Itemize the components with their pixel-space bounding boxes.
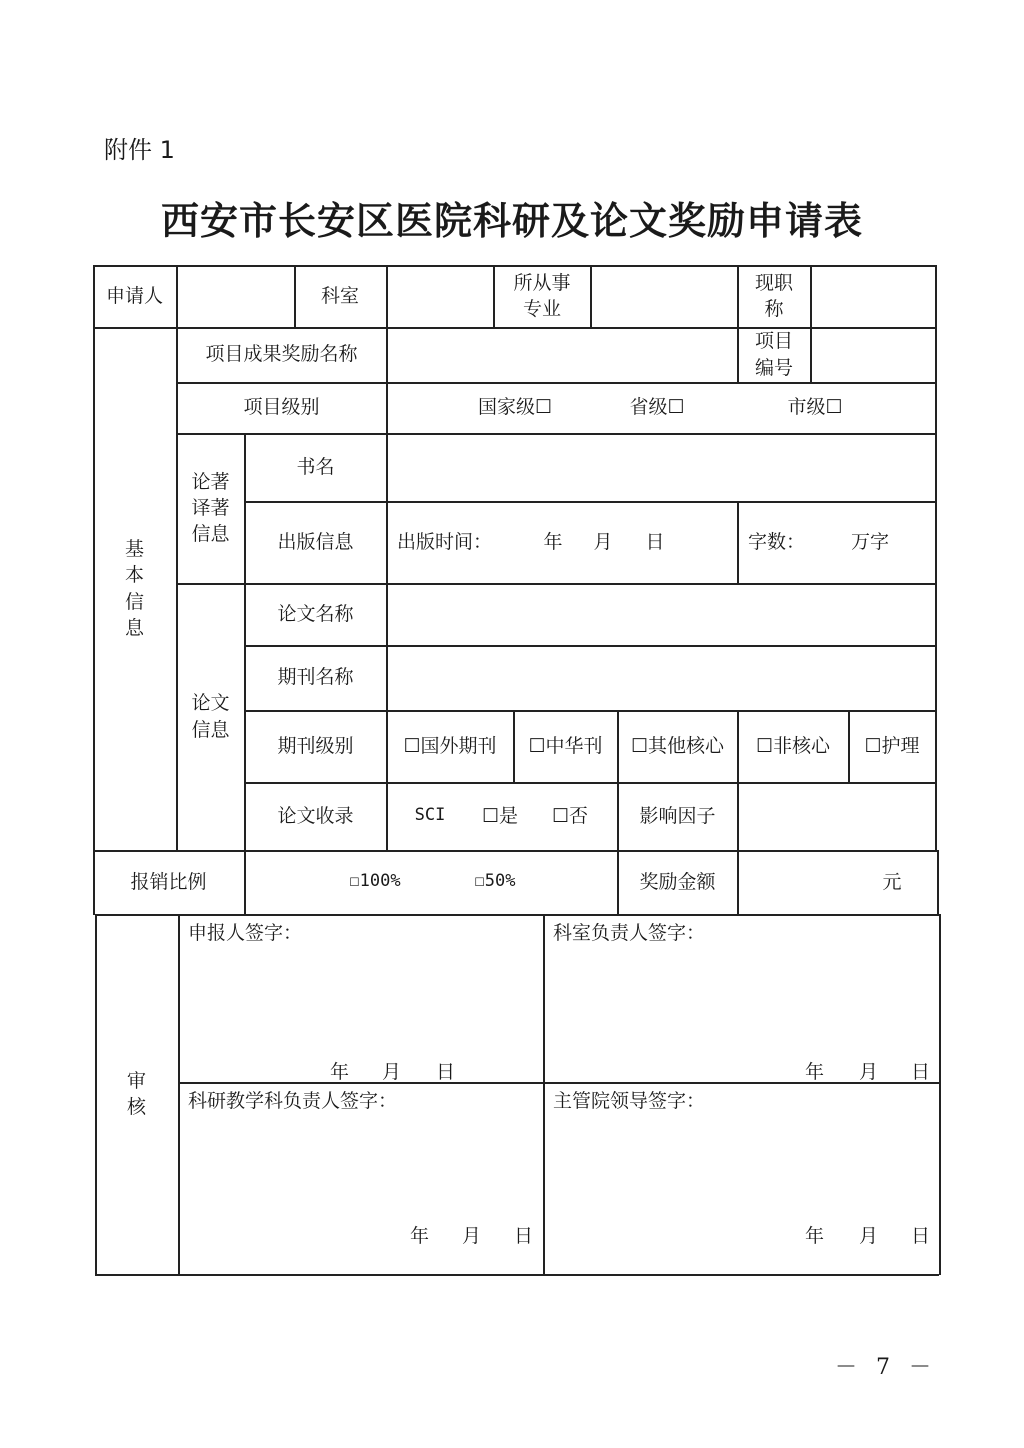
word-count-label: 字数： <box>748 530 806 553</box>
sci-no-checkbox[interactable]: ☐否 <box>551 804 589 827</box>
date-day: 日 <box>911 1061 931 1083</box>
book-info-section-label: 论著译著信息 <box>191 470 230 546</box>
date-year: 年 <box>410 1225 430 1247</box>
date-month: 月 <box>382 1061 402 1083</box>
paper-indexed-label: 论文收录 <box>277 804 354 827</box>
reward-amount-unit: 元 <box>882 870 902 893</box>
applicant-sign-date <box>330 1057 480 1083</box>
date-day: 日 <box>514 1225 534 1247</box>
publish-time-label: 出版时间： <box>397 530 493 553</box>
award-name-label: 项目成果奖励名称 <box>205 343 358 366</box>
project-number-label: 项目编号 <box>754 330 793 379</box>
applicant-field[interactable] <box>177 265 294 327</box>
major-label: 所从事专业 <box>513 271 571 320</box>
job-title-field[interactable] <box>811 265 935 327</box>
word-count-unit: 万字 <box>850 530 889 553</box>
project-number-field[interactable] <box>811 327 935 382</box>
leader-signature-label: 主管院领导签字： <box>553 1090 706 1112</box>
publish-month: 月 <box>593 530 613 553</box>
date-month: 月 <box>859 1225 879 1247</box>
review-section-label: 审核 <box>126 1069 146 1118</box>
book-name-label: 书名 <box>296 455 335 478</box>
leader-sign-date <box>805 1221 935 1247</box>
research-head-signature-area[interactable] <box>180 1115 542 1215</box>
journal-name-label: 期刊名称 <box>277 666 354 689</box>
reward-amount-label: 奖励金额 <box>639 870 716 893</box>
applicant-signature-area[interactable] <box>180 945 542 1055</box>
leader-signature-area[interactable] <box>545 1115 937 1215</box>
basic-info-section-label: 基本信息 <box>124 538 144 639</box>
publish-day: 日 <box>645 530 665 553</box>
applicant-signature-label: 申报人签字： <box>188 922 303 944</box>
date-year: 年 <box>330 1061 350 1083</box>
department-label: 科室 <box>320 284 359 307</box>
sci-label: SCI <box>414 805 446 826</box>
journal-nursing-checkbox[interactable]: ☐护理 <box>864 734 920 757</box>
date-year: 年 <box>805 1225 825 1247</box>
applicant-label: 申请人 <box>105 284 163 307</box>
impact-factor-field[interactable] <box>738 782 935 850</box>
date-year: 年 <box>805 1061 825 1083</box>
dept-head-signature-area[interactable] <box>545 945 937 1055</box>
journal-non-core-checkbox[interactable]: ☐非核心 <box>755 734 831 757</box>
date-day: 日 <box>436 1061 456 1083</box>
job-title-label: 现职称 <box>754 271 793 320</box>
paper-info-section-label: 论文信息 <box>191 692 230 741</box>
date-month: 月 <box>462 1225 482 1247</box>
research-head-sign-date <box>410 1221 540 1247</box>
project-level-label: 项目级别 <box>243 396 320 419</box>
date-day: 日 <box>911 1225 931 1247</box>
impact-factor-label: 影响因子 <box>639 804 716 827</box>
dept-head-signature-label: 科室负责人签字： <box>553 922 706 944</box>
journal-level-label: 期刊级别 <box>277 734 354 757</box>
book-name-field[interactable] <box>387 433 935 501</box>
date-month: 月 <box>859 1061 879 1083</box>
journal-foreign-checkbox[interactable]: ☐国外期刊 <box>403 734 497 757</box>
level-national-checkbox[interactable]: 国家级☐ <box>477 396 553 419</box>
research-head-signature-label: 科研教学科负责人签字： <box>188 1090 398 1112</box>
journal-name-field[interactable] <box>387 645 935 710</box>
page-number: － 7 － <box>835 1355 937 1380</box>
publish-info-label: 出版信息 <box>277 530 354 553</box>
reward-amount-field[interactable] <box>738 850 868 914</box>
award-name-field[interactable] <box>387 327 737 382</box>
attachment-label: 附件 1 <box>104 136 175 164</box>
ratio-100-checkbox[interactable]: ☐100% <box>349 871 401 892</box>
paper-name-field[interactable] <box>387 583 935 645</box>
paper-name-label: 论文名称 <box>277 602 354 625</box>
level-city-checkbox[interactable]: 市级☐ <box>787 396 843 419</box>
sci-yes-checkbox[interactable]: ☐是 <box>481 804 519 827</box>
department-field[interactable] <box>387 265 493 327</box>
dept-head-sign-date <box>805 1057 935 1083</box>
major-field[interactable] <box>591 265 737 327</box>
form-title: 西安市长安区医院科研及论文奖励申请表 <box>160 198 863 243</box>
journal-other-core-checkbox[interactable]: ☐其他核心 <box>630 734 725 757</box>
journal-zhonghua-checkbox[interactable]: ☐中华刊 <box>528 734 603 757</box>
publish-year: 年 <box>543 530 563 553</box>
level-provincial-checkbox[interactable]: 省级☐ <box>629 396 685 419</box>
reimbursement-ratio-label: 报销比例 <box>130 870 207 893</box>
ratio-50-checkbox[interactable]: ☐50% <box>474 871 516 892</box>
